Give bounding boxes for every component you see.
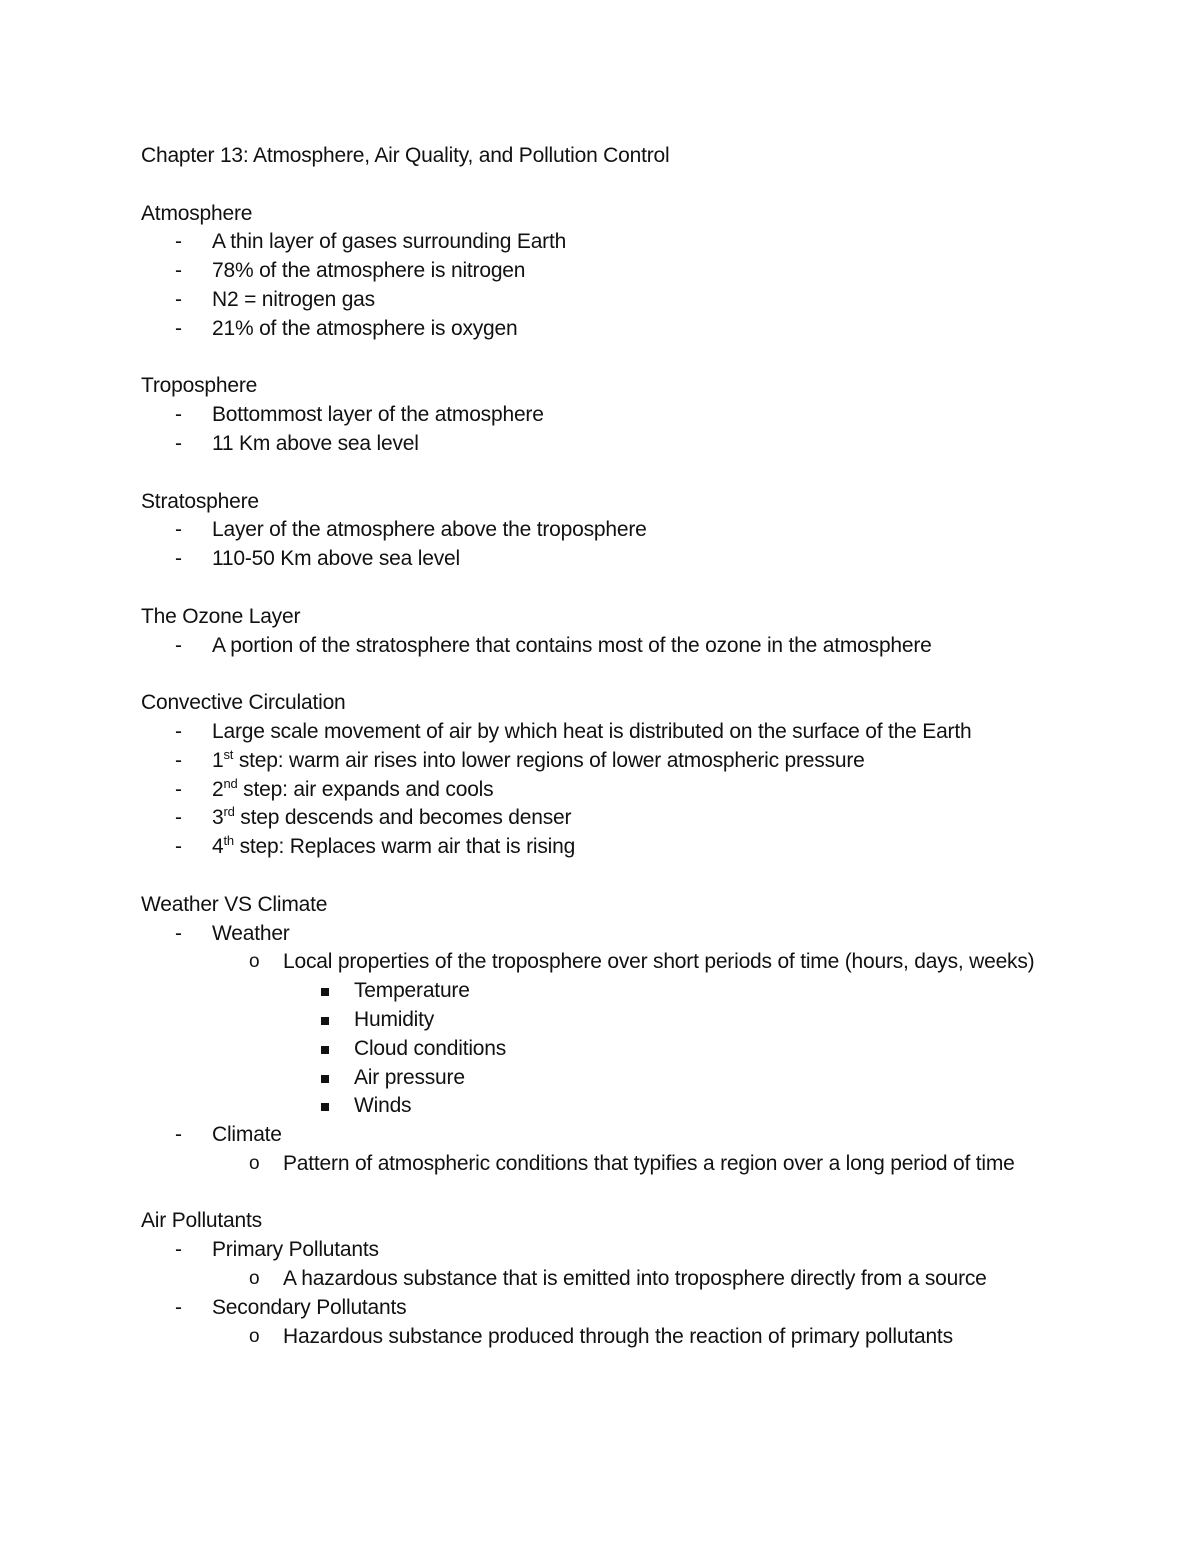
list-item-primary-pollutants (141, 1236, 1041, 1294)
dash-bullet: - (175, 259, 182, 283)
list-item (141, 401, 1041, 430)
sub-sub-list-item (283, 1006, 1041, 1035)
list-item-text: Bottommost layer of the atmosphere (212, 403, 544, 427)
bullet-list (141, 1236, 1041, 1351)
sub-list-item (212, 948, 1041, 1121)
step-number: 1 (212, 748, 224, 772)
section-troposphere (141, 372, 1041, 458)
list-item (141, 747, 1041, 776)
dash-bullet: - (175, 316, 182, 340)
dash-bullet: - (175, 806, 182, 830)
sub-sub-list-item-text: Cloud conditions (354, 1036, 507, 1060)
list-item (141, 833, 1041, 862)
dash-bullet: - (175, 633, 182, 657)
dash-bullet: - (175, 835, 182, 859)
bullet-list (141, 516, 1041, 574)
list-item (141, 545, 1041, 574)
dash-bullet: - (175, 518, 182, 542)
list-item-text: N2 = nitrogen gas (212, 287, 375, 311)
list-item (141, 804, 1041, 833)
bullet-list (141, 718, 1041, 862)
list-item-text: Large scale movement of air by which heat is distributed on the surface of the Earth (212, 719, 972, 743)
bullet-list (141, 920, 1041, 1179)
sub-sub-list-item-text: Humidity (354, 1007, 435, 1031)
section-heading: The Ozone Layer (141, 604, 301, 628)
dash-bullet: - (175, 719, 182, 743)
square-bullet-icon (321, 1017, 329, 1025)
sub-list (212, 1150, 1041, 1179)
sub-sub-list-item-text: Winds (354, 1094, 412, 1118)
dash-bullet: - (175, 230, 182, 254)
sub-sub-list-item-text: Temperature (354, 979, 470, 1003)
circle-bullet: o (249, 1152, 260, 1174)
list-item-text: Layer of the atmosphere above the troposphere (212, 518, 647, 542)
bullet-list (141, 632, 1041, 661)
sub-list (212, 948, 1041, 1121)
bullet-list (141, 401, 1041, 459)
list-item-text: 110-50 Km above sea level (212, 547, 460, 571)
sub-list-item-text: Hazardous substance produced through the reaction of primary pollutants (283, 1324, 953, 1348)
sub-sub-list-item (283, 1035, 1041, 1064)
sub-list-item-text: Pattern of atmospheric conditions that typifies a region over a long period of time (283, 1151, 1015, 1175)
sub-sub-list-item (283, 1092, 1041, 1121)
sub-sub-list-item (283, 1064, 1041, 1093)
dash-bullet: - (175, 1238, 182, 1262)
dash-bullet: - (175, 403, 182, 427)
section-heading: Troposphere (141, 374, 258, 398)
list-item-text: Weather (212, 921, 290, 945)
step-ordinal-suffix: st (223, 746, 234, 762)
sub-sub-list-item (283, 977, 1041, 1006)
dash-bullet: - (175, 921, 182, 945)
list-item-text: A portion of the stratosphere that contains most of the ozone in the atmosphere (212, 633, 932, 657)
bullet-list (141, 228, 1041, 343)
dash-bullet: - (175, 1295, 182, 1319)
sub-list (212, 1323, 1041, 1352)
step-ordinal-suffix: nd (223, 775, 238, 791)
square-bullet-icon (321, 1075, 329, 1083)
dash-bullet: - (175, 431, 182, 455)
section-atmosphere (141, 200, 1041, 344)
list-item (141, 430, 1041, 459)
page-title: Chapter 13: Atmosphere, Air Quality, and Pollution Control (141, 144, 670, 167)
list-item-text: 11 Km above sea level (212, 431, 419, 455)
list-item (141, 257, 1041, 286)
list-item-text: step descends and becomes denser (234, 806, 572, 830)
list-item-text: 21% of the atmosphere is oxygen (212, 316, 518, 340)
list-item-weather (141, 920, 1041, 1122)
list-item (141, 286, 1041, 315)
dash-bullet: - (175, 777, 182, 801)
sub-list-item (212, 1150, 1041, 1179)
list-item (141, 632, 1041, 661)
list-item-text: A thin layer of gases surrounding Earth (212, 230, 567, 254)
sub-list-item-text: A hazardous substance that is emitted into troposphere directly from a source (283, 1267, 987, 1291)
circle-bullet: o (249, 951, 260, 973)
section-heading: Air Pollutants (141, 1209, 262, 1233)
list-item (141, 776, 1041, 805)
list-item-text: Primary Pollutants (212, 1238, 379, 1262)
list-item-text: Secondary Pollutants (212, 1295, 407, 1319)
section-convective-circulation (141, 689, 1041, 862)
dash-bullet: - (175, 547, 182, 571)
document-page (141, 142, 1041, 1351)
dash-bullet: - (175, 748, 182, 772)
sub-list-item-text: Local properties of the troposphere over short periods of time (hours, days, weeks) (283, 950, 1035, 974)
sub-sub-list-item-text: Air pressure (354, 1065, 465, 1089)
section-ozone-layer (141, 603, 1041, 661)
section-weather-vs-climate (141, 891, 1041, 1179)
step-number: 4 (212, 835, 224, 859)
square-bullet-icon (321, 1046, 329, 1054)
section-stratosphere (141, 488, 1041, 574)
sub-sub-list (283, 977, 1041, 1121)
step-number: 3 (212, 806, 224, 830)
circle-bullet: o (249, 1268, 260, 1290)
dash-bullet: - (175, 287, 182, 311)
sub-list-item (212, 1265, 1041, 1294)
list-item (141, 516, 1041, 545)
list-item (141, 228, 1041, 257)
step-number: 2 (212, 777, 224, 801)
section-air-pollutants (141, 1207, 1041, 1351)
list-item-text: step: air expands and cools (237, 777, 494, 801)
list-item (141, 718, 1041, 747)
step-ordinal-suffix: th (223, 833, 234, 849)
section-heading: Atmosphere (141, 201, 253, 225)
sub-list-item (212, 1323, 1041, 1352)
section-heading: Weather VS Climate (141, 892, 328, 916)
step-ordinal-suffix: rd (223, 804, 235, 820)
section-heading: Stratosphere (141, 489, 259, 513)
circle-bullet: o (249, 1325, 260, 1347)
sub-list (212, 1265, 1041, 1294)
list-item-text: step: warm air rises into lower regions of lower atmospheric pressure (233, 748, 865, 772)
dash-bullet: - (175, 1123, 182, 1147)
list-item-text: Climate (212, 1123, 282, 1147)
list-item (141, 315, 1041, 344)
list-item-text: 78% of the atmosphere is nitrogen (212, 259, 526, 283)
square-bullet-icon (321, 1103, 329, 1111)
section-heading: Convective Circulation (141, 691, 346, 715)
list-item-climate (141, 1121, 1041, 1179)
list-item-text: step: Replaces warm air that is rising (233, 835, 576, 859)
square-bullet-icon (321, 988, 329, 996)
list-item-secondary-pollutants (141, 1294, 1041, 1352)
